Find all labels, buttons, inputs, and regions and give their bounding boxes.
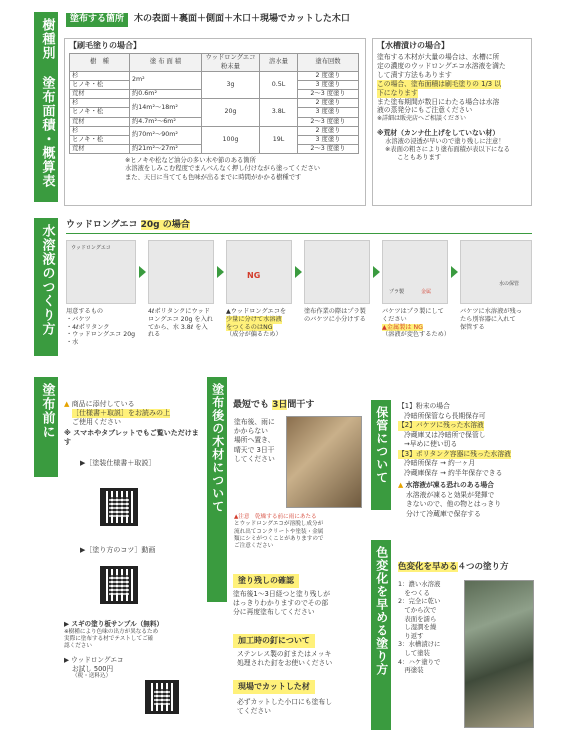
nail-header: 加工時の釘について: [233, 634, 315, 648]
img-label: プラ製: [389, 289, 405, 295]
tank-line: ※詳細は販売店へご相談ください: [377, 115, 467, 123]
qr-label-spec: ▶［塗装仕様書＋取説］: [80, 459, 156, 468]
cell: 0.5L: [260, 71, 298, 99]
storage-warn-title-text: 水溶液が凍る恐れのある場合: [405, 481, 494, 490]
warning-icon: ▲: [64, 400, 70, 408]
note-line: 水溶液をしみこむ程度でまんべんなく押し付けながら塗ってください: [125, 165, 321, 173]
tank-line: して漬す方法もあります: [377, 71, 452, 80]
color-step: 表面を濡ら: [398, 614, 437, 623]
step-text-6: [460, 308, 536, 331]
arrow-icon: [139, 266, 146, 278]
cell: 3.8L: [260, 99, 298, 127]
color-steps: [398, 580, 460, 675]
step-line: ・4ℓポリタンク: [66, 323, 110, 331]
cut-wood-header: 現場でカットした材: [233, 680, 315, 694]
step-line: （成分が偏るため）: [226, 331, 282, 339]
step-line: ロングエコ 20g を入れ: [148, 315, 213, 323]
storage-warn-line: 分けて冷蔵庫で保存する: [406, 509, 481, 518]
step-line: 少量に分けて水溶液: [226, 315, 282, 323]
desc-line: 晴天で 3日干: [234, 445, 275, 454]
before-section: [64, 400, 202, 469]
step-line: れる: [148, 331, 161, 339]
cell: 荒材: [70, 90, 130, 99]
t3-line: ステンレス製の釘またはメッキ: [237, 650, 332, 658]
th-count: 塗布回数: [298, 54, 359, 71]
desc-line: してください: [234, 454, 275, 463]
step-image-3: [226, 240, 292, 304]
caution-line: 類にシミがつくことがありますので: [234, 535, 324, 542]
color-title-text: ４つの塗り方: [457, 562, 509, 572]
cell: 荒材: [70, 117, 130, 126]
after-title-highlight: 3日: [272, 400, 288, 410]
sample-section: [64, 620, 204, 681]
before-warn-text: 商品に添付している: [71, 400, 135, 408]
step-line: 保管する: [460, 323, 485, 331]
after-t4: [237, 698, 332, 716]
mix-title-highlight: 20g の場合: [140, 220, 190, 230]
step-text-4: [304, 308, 380, 324]
step-line: てから、水 3.8ℓ を入: [148, 323, 208, 331]
cell: 2 度塗り: [298, 126, 359, 135]
storage-detail: 冷暗所保管なら長期保存可: [404, 411, 486, 420]
storage-detail: 冷暗所保存 → 約一ヶ月: [404, 459, 476, 468]
cell: 2～3 度塗り: [298, 145, 359, 154]
t4-line: 必ずカットした小口にも塗布し: [237, 698, 333, 706]
brush-title: 【刷毛塗りの場合】: [69, 41, 141, 50]
storage-warn-line: 水溶液が凍ると効果が発揮で: [406, 490, 495, 499]
sample-note: 認ください: [64, 643, 92, 650]
cell: 杉: [70, 99, 130, 108]
cell: 杉: [70, 126, 130, 135]
warning-icon: ▲: [398, 481, 404, 490]
side-label-mix: 水溶液のつくり方: [34, 218, 58, 356]
cell: ヒノキ・松: [70, 80, 130, 89]
step-line: ▲ウッドロングエコを: [226, 308, 287, 315]
cell: 2～3 度塗り: [298, 90, 359, 99]
step-text-1: [66, 308, 144, 347]
qr-code-trial[interactable]: [145, 680, 179, 714]
mix-divider: [66, 233, 532, 234]
step-line: 用意するもの: [66, 308, 104, 315]
step-line: ▲金属製は NG: [382, 323, 423, 331]
color-step: 4：ハケ塗りで: [398, 657, 441, 666]
qr-code-spec[interactable]: [100, 488, 138, 526]
color-step: して塗装: [398, 649, 430, 658]
storage-item: 【3】ポリタンク容器に残った水溶液: [398, 449, 511, 458]
cell: 3 度塗り: [298, 135, 359, 144]
side-label-after: 塗布後の木材について: [207, 377, 227, 602]
step-image-2: [148, 240, 214, 304]
tank-note: こともあります: [397, 154, 442, 162]
after-t3: [237, 650, 332, 668]
desc-line: かからない: [234, 427, 268, 436]
step-line: ・水: [66, 339, 79, 346]
step-line: 4ℓポリタンクにウッド: [148, 308, 210, 315]
sample-note: 実際に塗布する材でテストしてご確: [64, 635, 154, 642]
t2-line: 分に再度塗布してください: [233, 608, 315, 617]
img-label: 水の保管: [499, 281, 520, 287]
before-use: ご使用ください: [72, 418, 121, 427]
cell: 杉: [70, 71, 130, 80]
cell: ヒノキ・松: [70, 135, 130, 144]
color-step: り返す: [398, 631, 424, 640]
desc-line: 場所へ置き、: [234, 436, 275, 445]
tank-line: 塗布する木材が大量の場合は、水槽に所: [377, 53, 500, 62]
step-image-4: [304, 240, 370, 304]
img-label: 金属: [421, 289, 432, 295]
tank-line: また塗布期間が数日にわたる場合は水溶: [377, 97, 500, 106]
cell: ヒノキ・松: [70, 108, 130, 117]
img-label: NG: [247, 271, 261, 280]
side-label-color: 色変化を早める塗り方: [371, 540, 391, 730]
tank-note-title: ※荒材（カンナ仕上げをしていない材）: [377, 128, 500, 137]
side-label-area: 樹種別 塗布面積・概算表: [34, 12, 58, 202]
arrow-icon: [451, 266, 458, 278]
arrow-icon: [295, 266, 302, 278]
apply-area-header: [66, 12, 350, 28]
step-line: のバケツに小分けする: [304, 315, 366, 323]
color-title-highlight: 色変化を早める: [398, 562, 458, 572]
cell: 2m²: [130, 71, 202, 89]
storage-item: 【2】バケツに残った水溶液: [398, 421, 484, 430]
step-line: ください: [382, 315, 407, 323]
color-step: 3：水槽漬けに: [398, 640, 441, 649]
tank-line: 定の濃度のウッドロングエコ水溶液を満た: [377, 62, 506, 71]
side-label-storage: 保管について: [371, 400, 391, 510]
note-line: また、天日に当てても色味が出るまでに時間がかかる樹種です: [125, 173, 302, 181]
before-phone: ※ スマホやタブレットでもご覧いただけます: [64, 429, 199, 447]
sample-title: ▶ スギの塗り板サンプル（無料）: [64, 620, 164, 628]
step-line: ・ウッドロングエコ 20g: [66, 331, 136, 339]
caution-line: 流れ出てコンクリートや塗装・金属: [234, 528, 324, 535]
tank-note: 水溶液の浸透が早いので塗り残しに注意！: [385, 137, 505, 145]
step-image-5: [382, 240, 448, 304]
cell: 2～3 度塗り: [298, 117, 359, 126]
cell: 3 度塗り: [298, 80, 359, 89]
tank-section: [372, 38, 532, 206]
arrow-icon: [373, 266, 380, 278]
color-step: てから次で: [398, 605, 437, 614]
after-t2: [233, 590, 330, 618]
storage-warn-line: きないので、他の物とはっきり: [406, 500, 502, 509]
note-line: ※ヒノキや松など油分の多い木や節のある箇所: [125, 157, 256, 165]
step-text-2: [148, 308, 224, 339]
side-label-before: 塗布前に: [34, 377, 58, 477]
storage-item: 【1】粉末の場合: [398, 402, 450, 410]
table-row: [70, 126, 359, 135]
cell: 荒材: [70, 145, 130, 154]
brush-notes: [125, 157, 365, 182]
trial-line: ▶ ウッドロングエコ: [64, 656, 124, 665]
before-highlight: ［仕様書＋取説］をお読みの上: [72, 409, 170, 418]
color-title: [398, 562, 509, 573]
qr-code-video[interactable]: [100, 566, 138, 604]
step-line: バケツはプラ製にして: [382, 308, 444, 315]
step-image-1: [66, 240, 136, 304]
desc-line: 塗布後、雨に: [234, 418, 275, 426]
th-water: 溶水量: [260, 54, 298, 71]
step-text-5: [382, 308, 458, 339]
img-label: ウッドロングエコ: [71, 245, 111, 251]
caution-line: ご注意ください: [234, 543, 274, 550]
trial-line: お試し 500円: [72, 664, 114, 673]
step-text-3: [226, 308, 302, 339]
caution-line: とウッドロングエコが溶脱し成分が: [234, 521, 324, 528]
area-table: [69, 53, 359, 154]
after-title: [233, 400, 314, 412]
table-row: [70, 71, 359, 80]
sample-note: ※樹種により色味の出方が異なるため: [64, 628, 159, 635]
after-desc: [234, 418, 275, 464]
color-photo: [464, 580, 534, 728]
cell: 約4.7m²～6m²: [130, 117, 202, 126]
step-line: 塗布作業の際はプラ製: [304, 308, 366, 315]
step-line: バケツに水溶液が残っ: [460, 308, 522, 315]
storage-section: [398, 402, 538, 519]
caution-line: ▲注意 乾燥する前に雨にあたる: [234, 514, 317, 520]
cell: 19L: [260, 126, 298, 154]
t4-line: てください: [237, 707, 271, 716]
table-row: [70, 99, 359, 108]
trial-box: [64, 656, 204, 680]
t3-line: 処理された釘をお使いください: [237, 659, 333, 668]
cell: 3g: [202, 71, 260, 99]
cell: 100g: [202, 126, 260, 154]
t2-line: はっきりわかりますのでその部: [233, 599, 329, 608]
storage-detail: →早めに使い切る: [404, 440, 458, 449]
color-step: 1：濃い水溶液: [398, 580, 441, 588]
tank-title: 【水槽漬けの場合】: [377, 41, 449, 50]
cell: 約14m²～18m²: [130, 99, 202, 117]
cell: 20g: [202, 99, 260, 127]
color-step: 2：完全に乾い: [398, 597, 441, 606]
color-step: し湿潤を繰: [398, 623, 437, 632]
th-area: 塗 布 面 積: [130, 54, 202, 71]
tank-highlight: この場合、塗布面積は刷毛塗りの 1/3 以: [377, 79, 502, 88]
arrow-icon: [217, 266, 224, 278]
storage-detail: 冷蔵庫保存 → 約半年保存できる: [404, 468, 503, 477]
mix-title: [66, 220, 190, 232]
cell: 約21m²～27m²: [130, 145, 202, 154]
tank-highlight: 下になります: [377, 88, 418, 97]
step-line: をつくるのはNG: [226, 323, 273, 331]
color-step: 再塗装: [398, 666, 424, 675]
cell: 3 度塗り: [298, 108, 359, 117]
before-warn: [64, 400, 202, 409]
after-caution: [234, 514, 364, 550]
step-line: たら別容器に入れて: [460, 315, 516, 323]
cell: 約0.6m²: [130, 90, 202, 99]
apply-area-text: 木の表面＋裏面＋側面＋木口＋現場でカットした木口: [134, 14, 350, 25]
cell: 約70m²～90m²: [130, 126, 202, 144]
tank-line: 液の蒸発分にもご注意ください: [377, 106, 473, 115]
storage-warn-title: [398, 481, 538, 491]
qr-label-video: ▶［塗り方のコツ］動画: [80, 546, 156, 554]
cell: 2 度塗り: [298, 71, 359, 80]
storage-detail: 冷蔵庫又は冷暗所で保管し: [404, 430, 486, 439]
apply-area-badge: 塗布する箇所: [66, 13, 128, 27]
mix-title-text: ウッドロングエコ: [66, 220, 141, 230]
t2-line: 塗布後1～3日経つと塗り残しが: [233, 590, 331, 598]
after-title-text: 最短でも: [233, 400, 273, 410]
th-powder: ウッドロングエコ 粉末量: [202, 54, 260, 71]
unpainted-check-header: 塗り残しの確認: [233, 574, 299, 588]
step-image-6: [460, 240, 532, 304]
step-line: ・バケツ: [66, 315, 91, 323]
trial-line: （税・送料込）: [72, 673, 112, 680]
th-species: 樹 種: [70, 54, 130, 71]
tank-note: ※表面の粗さにより塗布面積が表以下になる: [385, 145, 510, 153]
color-step: をつくる: [398, 588, 430, 597]
after-title-text: 間干す: [287, 400, 315, 410]
cell: 2 度塗り: [298, 99, 359, 108]
brush-section: [64, 38, 366, 206]
step-line: （溶液が変色するため）: [382, 331, 451, 339]
drying-photo: [286, 416, 362, 508]
